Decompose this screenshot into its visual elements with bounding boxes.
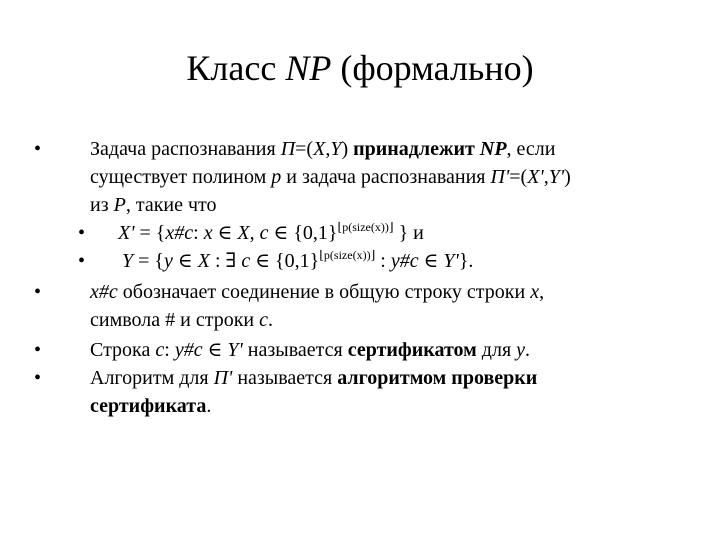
sub-bullet-2-line: Y = {y ∈ X : ∃ c ∈ $\{0,1\}^{⌊p(size(x))⌋}$ : y#c ∈ Y'}. <box>122 248 474 272</box>
bullet-1-line-3: из P, такие что <box>90 194 217 216</box>
exponent-1: ⌊p(size(x))⌋ <box>337 220 394 234</box>
sub-bullet-1-line: X' = {x#c: x ∈ X, c ∈ $\{0,1\}^{⌊p(size(x))⌋}$ } и <box>118 220 424 244</box>
exponent-2: ⌊p(size(x))⌋ <box>319 248 376 262</box>
sub-bullet-1-marker: • <box>78 222 86 244</box>
bullet-3-marker: • <box>34 339 42 361</box>
bullet-1-marker: • <box>34 138 42 160</box>
sub-bullet-2-marker: • <box>78 250 86 272</box>
title-np: NP <box>285 48 332 88</box>
bullet-4-line-1: Алгоритм для Π' называется алгоритмом проверки <box>90 367 538 389</box>
bullet-2-line-1: x#c обозначает соединение в общую строку строки x, <box>90 281 545 303</box>
bullet-3-line: Строка c: y#c ∈ Y' называется сертификатом для y. <box>90 339 531 361</box>
bullet-2-line-2: символа # и строки c. <box>90 309 274 331</box>
bullet-4-marker: • <box>34 367 42 389</box>
bullet-1-line-1: Задача распознавания Π=(X,Y) принадлежит NP, если <box>90 138 556 160</box>
bullet-1-line-2: существует полином p и задача распознавания Π'=(X',Y') <box>90 166 571 188</box>
slide-title: Класс NP (формально) <box>186 48 534 88</box>
bullet-4-line-2: сертификата. <box>90 395 212 417</box>
bullet-2-marker: • <box>34 281 42 303</box>
